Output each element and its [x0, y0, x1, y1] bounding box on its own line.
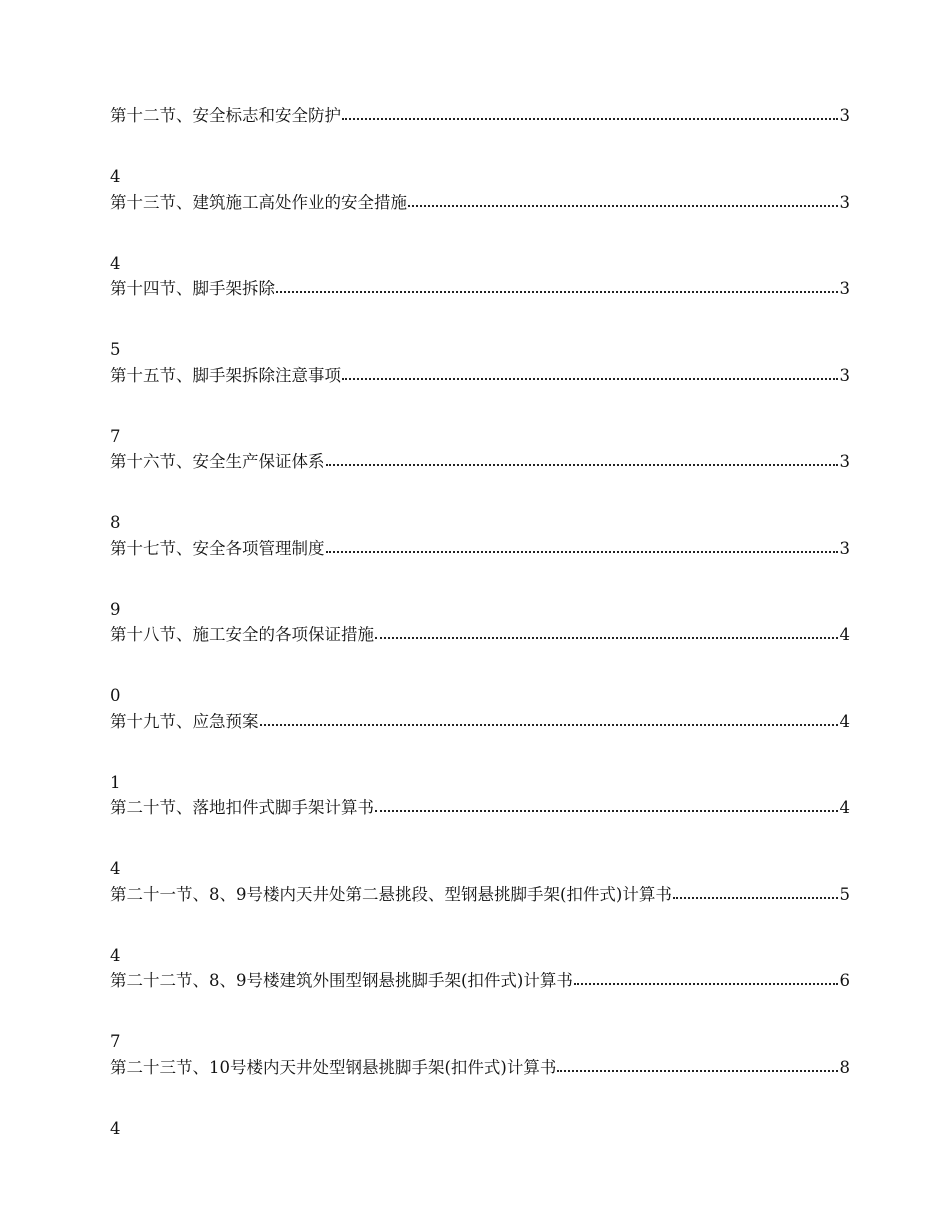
page-number-head: 4: [839, 711, 850, 731]
page-number-head: 8: [839, 1057, 850, 1077]
page-number-tail: 4: [110, 167, 121, 186]
toc-entry-title: 第二十节、落地扣件式脚手架计算书: [110, 798, 374, 817]
toc-entry-title: 第十八节、施工安全的各项保证措施: [110, 625, 374, 644]
toc-entry-title: 第十四节、脚手架拆除: [110, 279, 275, 298]
page-number-head: 3: [839, 452, 850, 471]
toc-entry-line[interactable]: [110, 449, 850, 475]
page-number-tail: 7: [110, 1032, 121, 1051]
dot-leader: [326, 464, 838, 466]
toc-entry-line[interactable]: [110, 363, 850, 389]
toc-entry-line[interactable]: [110, 103, 850, 129]
toc-entry[interactable]: [110, 795, 850, 882]
page-number-tail: 1: [110, 772, 121, 792]
page-number-tail: 4: [110, 1118, 121, 1138]
toc-entry-line[interactable]: [110, 1055, 850, 1081]
toc-entry[interactable]: [110, 190, 850, 277]
dot-leader: [342, 378, 838, 380]
dot-leader: [342, 118, 838, 120]
page-number-head: 4: [839, 798, 850, 817]
toc-entry-line[interactable]: [110, 795, 850, 821]
toc-entry[interactable]: [110, 449, 850, 536]
toc-entry[interactable]: [110, 882, 850, 969]
page-number-head: 3: [839, 192, 850, 212]
toc-entry[interactable]: [110, 709, 850, 796]
dot-leader: [260, 724, 838, 726]
page-number-head: 3: [839, 106, 850, 125]
toc-entry[interactable]: [110, 276, 850, 363]
dot-leader: [276, 291, 838, 293]
toc-entry-line[interactable]: [110, 709, 850, 735]
toc-entry-line[interactable]: [110, 276, 850, 302]
page-number-tail: 7: [110, 426, 121, 446]
dot-leader: [375, 637, 838, 639]
toc-entry-title: 第二十三节、10号楼内天井处型钢悬挑脚手架(扣件式)计算书: [110, 1057, 557, 1077]
toc-entry-title: 第十二节、安全标志和安全防护: [110, 106, 341, 125]
page-number-head: 5: [839, 884, 850, 904]
dot-leader: [557, 1070, 837, 1072]
toc-entry-title: 第十九节、应急预案: [110, 711, 259, 731]
toc-entry[interactable]: [110, 1055, 850, 1142]
page-number-head: 4: [839, 625, 850, 644]
toc-entry-title: 第十五节、脚手架拆除注意事项: [110, 365, 341, 385]
toc-entry-line[interactable]: [110, 622, 850, 648]
toc-entry-title: 第十六节、安全生产保证体系: [110, 452, 325, 471]
toc-entry-title: 第二十二节、8、9号楼建筑外围型钢悬挑脚手架(扣件式)计算书: [110, 971, 573, 990]
toc-entry-line[interactable]: [110, 882, 850, 908]
toc-entry[interactable]: [110, 622, 850, 709]
dot-leader: [673, 897, 838, 899]
page-number-tail: 8: [110, 513, 121, 532]
page-number-head: 3: [839, 279, 850, 298]
toc-entry[interactable]: [110, 103, 850, 190]
toc-entry-line[interactable]: [110, 190, 850, 216]
dot-leader: [408, 205, 838, 207]
page-number-tail: 5: [110, 340, 121, 359]
toc-entry-title: 第十七节、安全各项管理制度: [110, 538, 325, 558]
page-number-head: 3: [839, 365, 850, 385]
toc-entry[interactable]: [110, 536, 850, 623]
page-number-tail: 9: [110, 599, 121, 619]
page-number-tail: 4: [110, 253, 121, 273]
toc-entry[interactable]: [110, 363, 850, 450]
toc-entry-line[interactable]: [110, 968, 850, 994]
toc-entry-title: 第十三节、建筑施工高处作业的安全措施: [110, 192, 407, 212]
dot-leader: [326, 551, 838, 553]
toc-entry-line[interactable]: [110, 536, 850, 562]
page-number-head: 6: [839, 971, 850, 990]
page-number-tail: 4: [110, 945, 121, 965]
dot-leader: [574, 983, 838, 985]
toc-entry[interactable]: [110, 968, 850, 1055]
toc-entry-title: 第二十一节、8、9号楼内天井处第二悬挑段、型钢悬挑脚手架(扣件式)计算书: [110, 884, 672, 904]
page-number-tail: 4: [110, 859, 121, 878]
dot-leader: [375, 810, 838, 812]
page-number-tail: 0: [110, 686, 121, 705]
page-number-head: 3: [839, 538, 850, 558]
